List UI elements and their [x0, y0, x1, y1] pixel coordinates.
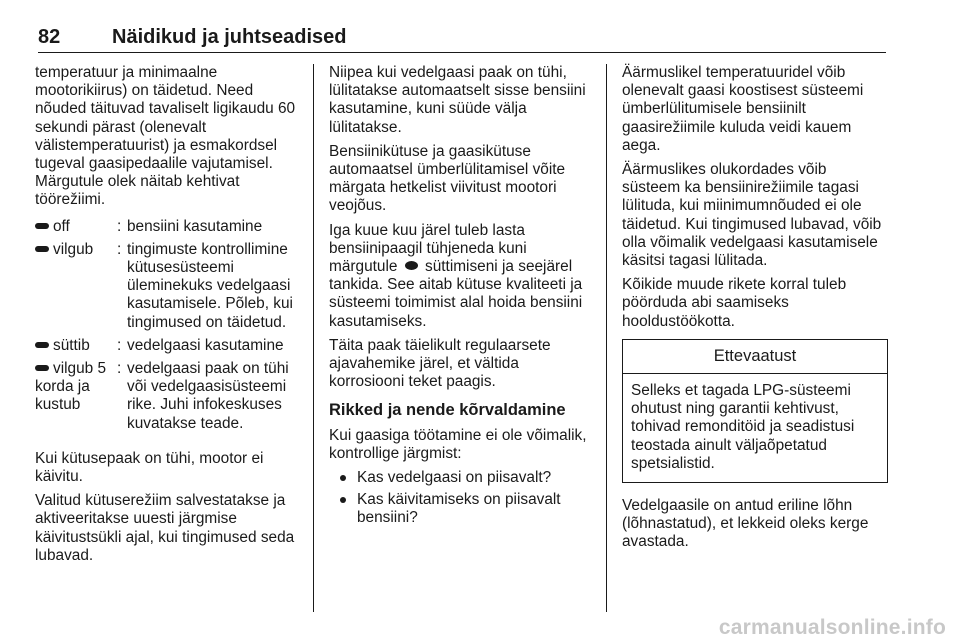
- status-label-cell: [35, 218, 117, 236]
- text-run: süttimiseni ja seejärel tankida. See aitab kütuse kvaliteeti ja süsteemi toimimist alal hoida bensiini kasutamiseks.: [329, 258, 583, 330]
- list-item: Kas vedelgaasi on piisavalt?: [329, 469, 594, 487]
- column-divider: [313, 64, 314, 612]
- status-description: tingimuste kontrollimine kütusesüsteemi üleminekuks vedelgaasi kasutamisele. Põleb, kui tingimused on täidetud.: [127, 240, 293, 331]
- page-number: 82: [38, 26, 61, 48]
- status-description: bensiini kasutamine: [127, 217, 263, 235]
- status-label-cell: [35, 360, 117, 433]
- column-middle: [329, 64, 594, 534]
- paragraph: temperatuur ja minimaalne mootorikiirus) on täidetud. Need nõuded täituvad tavaliselt ligikaudu 60 sekundi pärast (olenevalt välistemperatuurist) ja esmakordsel tugeval gaasipedaalile vajutamisel. Märgutule olek näitab kehtivat töörežiimi.: [35, 64, 296, 209]
- caution-box: [622, 339, 888, 483]
- section-heading: Rikked ja nende kõrvaldamine: [329, 401, 566, 420]
- paragraph: Täita paak täielikult regulaarsete ajavahemike järel, et vältida korrosiooni teket paagis.: [329, 336, 551, 391]
- status-description: vedelgaasi paak on tühi või vedelgaasisüsteemi rike. Juhi infokeskuses kuvatakse teade.: [127, 360, 289, 432]
- list-item: Kas käivitamiseks on piisavalt bensiini?: [329, 491, 594, 527]
- paragraph: Kõikide muude rikete korral tuleb pöörduda abi saamiseks hooldustöökotta.: [622, 276, 847, 330]
- caution-title: Ettevaatust: [623, 340, 887, 374]
- indicator-lamp-icon: [35, 223, 49, 229]
- paragraph: [329, 222, 594, 331]
- paragraph: Vedelgaasile on antud eriline lõhn (lõhnastatud), et lekkeid oleks kerge avastada.: [622, 497, 869, 551]
- indicator-lamp-icon: [35, 365, 49, 371]
- column-left: [35, 64, 300, 571]
- status-label: vilgub: [53, 240, 94, 258]
- indicator-lamp-icon: [35, 342, 49, 348]
- column-divider: [606, 64, 607, 612]
- checklist: [329, 469, 594, 528]
- indicator-status-table: [35, 218, 300, 438]
- text-run: Iga kuue kuu järel tuleb lasta bensiinipaagil tühjeneda kuni märgutule: [329, 221, 527, 276]
- column-right: [622, 64, 888, 558]
- status-label-cell: [35, 337, 117, 355]
- paragraph: Äärmuslikel temperatuuridel võib olenevalt gaasi koostisest süsteemi ümberlülitumisele bensiinilt gaasirežiimile kuluda veidi kauem aega.: [622, 64, 864, 154]
- lpg-indicator-icon: [405, 261, 418, 270]
- status-separator: :: [117, 240, 122, 258]
- status-separator: :: [117, 217, 122, 235]
- watermark: carmanualsonline.info: [718, 616, 946, 639]
- paragraph: Niipea kui vedelgaasi paak on tühi, lülitatakse automaatselt sisse bensiini kasutamine, kuni süüde välja lülitatakse.: [329, 64, 586, 136]
- paragraph: Valitud kütuserežiim salvestatakse ja aktiveeritakse uuesti järgmise käivitustsükli ajal, kui tingimused seda lubavad.: [35, 492, 295, 564]
- page-header: [38, 26, 886, 53]
- status-description: vedelgaasi kasutamine: [127, 336, 284, 354]
- page-title: Näidikud ja juhtseadised: [112, 26, 347, 48]
- indicator-lamp-icon: [35, 246, 49, 252]
- paragraph: Kui gaasiga töötamine ei ole võimalik, kontrollige järgmist:: [329, 426, 587, 462]
- caution-body: Selleks et tagada LPG-süsteemi ohutust ning garantii kehtivust, tohivad remonditöid ja seadistusi teostada ainult väljaõpetatud spetsialistid.: [631, 382, 855, 472]
- status-label-cell: [35, 241, 117, 332]
- status-separator: :: [117, 336, 122, 354]
- paragraph: Bensiinikütuse ja gaasikütuse automaatsel ümberlülitamisel võite märgata hetkelist viivitust mootori veojõus.: [329, 142, 566, 215]
- status-separator: :: [117, 360, 122, 378]
- paragraph: Kui kütusepaak on tühi, mootor ei käivitu.: [35, 449, 264, 486]
- status-label: vilgub 5 korda ja kustub: [35, 360, 107, 414]
- paragraph: Äärmuslikes olukordades võib süsteem ka bensiinirežiimile tagasi lülituda, kui miinimumnõuded ei ole täidetud. Kui tingimused lubavad, võib olla võimalik vedelgaasi kasutamisele käsitsi tagasi lülitada.: [622, 161, 882, 270]
- status-label: off: [53, 217, 70, 235]
- status-label: süttib: [53, 336, 90, 354]
